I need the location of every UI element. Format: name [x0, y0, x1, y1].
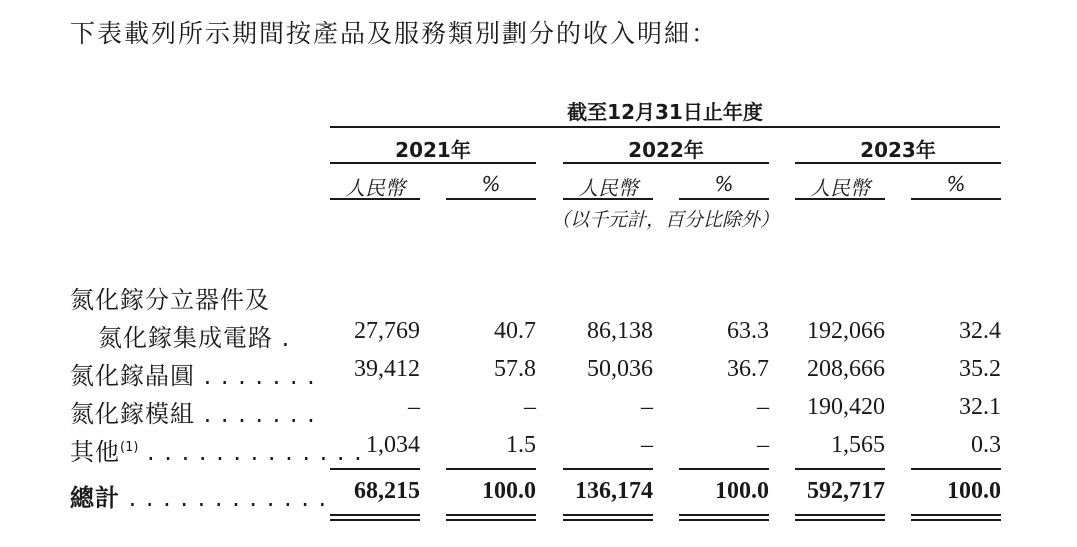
- table-cell: –: [757, 432, 769, 458]
- footnote-marker: (1): [120, 440, 139, 455]
- table-cell: 57.8: [494, 356, 536, 382]
- table-cell: 1,565: [831, 432, 885, 458]
- percent-header-2023: %: [946, 172, 966, 196]
- row-label-total: [70, 478, 327, 513]
- total-cell: 100.0: [715, 478, 769, 504]
- total-double-rule: [563, 514, 653, 516]
- subtotal-rule: [679, 468, 769, 470]
- table-cell: –: [641, 394, 653, 420]
- table-cell: 192,066: [807, 318, 885, 344]
- row-label-gan-discrete-line2: 氮化鎵集成電路 .: [98, 324, 291, 352]
- total-double-rule: [563, 519, 653, 521]
- period-header: 截至12月31日止年度: [567, 100, 763, 124]
- table-cell: 1.5: [506, 432, 536, 458]
- leader-dots: . . . . . . . . . . . .: [120, 484, 328, 512]
- table-cell: 39,412: [354, 356, 420, 382]
- table-cell: 27,769: [354, 318, 420, 344]
- table-cell: 50,036: [587, 356, 653, 382]
- total-label-text: 總計: [70, 484, 120, 512]
- subtotal-rule: [911, 468, 1001, 470]
- leader-dots: . . . . . . . . . . . . .: [138, 438, 363, 466]
- total-cell: 100.0: [482, 478, 536, 504]
- table-cell: 32.1: [959, 394, 1001, 420]
- total-double-rule: [330, 514, 420, 516]
- currency-header-2021: 人民幣: [345, 176, 405, 200]
- total-double-rule: [330, 519, 420, 521]
- table-cell: 40.7: [494, 318, 536, 344]
- table-cell: –: [524, 394, 536, 420]
- total-double-rule: [911, 519, 1001, 521]
- year-2021-rule: [330, 162, 536, 164]
- period-header-rule: [330, 126, 1000, 128]
- table-cell: –: [408, 394, 420, 420]
- year-2023-rule: [795, 162, 1001, 164]
- subtotal-rule: [563, 468, 653, 470]
- total-cell: 100.0: [947, 478, 1001, 504]
- total-double-rule: [911, 514, 1001, 516]
- subtotal-rule: [795, 468, 885, 470]
- table-cell: 32.4: [959, 318, 1001, 344]
- col-rule: [563, 198, 653, 200]
- total-double-rule: [795, 519, 885, 521]
- table-cell: 36.7: [727, 356, 769, 382]
- year-2022-header: 2022年: [628, 138, 704, 162]
- table-cell: 1,034: [366, 432, 420, 458]
- row-label-others: [70, 432, 363, 467]
- year-2021-header: 2021年: [395, 138, 471, 162]
- total-cell: 136,174: [575, 478, 653, 504]
- percent-header-2021: %: [481, 172, 501, 196]
- table-cell: 0.3: [971, 432, 1001, 458]
- year-2022-rule: [563, 162, 769, 164]
- col-rule: [911, 198, 1001, 200]
- col-rule: [330, 198, 420, 200]
- currency-header-2022: 人民幣: [578, 176, 638, 200]
- table-cell: 86,138: [587, 318, 653, 344]
- table-cell: 35.2: [959, 356, 1001, 382]
- total-double-rule: [446, 514, 536, 516]
- subtotal-rule: [446, 468, 536, 470]
- table-cell: 208,666: [807, 356, 885, 382]
- col-rule: [446, 198, 536, 200]
- col-rule: [795, 198, 885, 200]
- subtotal-rule: [330, 468, 420, 470]
- table-cell: 63.3: [727, 318, 769, 344]
- row-label-gan-module: 氮化鎵模組 . . . . . . .: [70, 400, 316, 428]
- table-cell: –: [641, 432, 653, 458]
- total-double-rule: [679, 514, 769, 516]
- currency-header-2023: 人民幣: [810, 176, 870, 200]
- unit-note: （以千元計，百分比除外）: [550, 209, 779, 231]
- total-cell: 592,717: [807, 478, 885, 504]
- total-double-rule: [446, 519, 536, 521]
- col-rule: [679, 198, 769, 200]
- total-cell: 68,215: [354, 478, 420, 504]
- table-cell: –: [757, 394, 769, 420]
- total-double-rule: [795, 514, 885, 516]
- table-cell: 190,420: [807, 394, 885, 420]
- year-2023-header: 2023年: [860, 138, 936, 162]
- others-label-text: 其他: [70, 438, 120, 466]
- row-label-gan-wafer: 氮化鎵晶圓 . . . . . . .: [70, 362, 316, 390]
- row-label-gan-discrete-line1: 氮化鎵分立器件及: [70, 286, 270, 314]
- total-double-rule: [679, 519, 769, 521]
- intro-text: 下表載列所示期間按產品及服務類別劃分的收入明細：: [70, 19, 719, 48]
- percent-header-2022: %: [714, 172, 734, 196]
